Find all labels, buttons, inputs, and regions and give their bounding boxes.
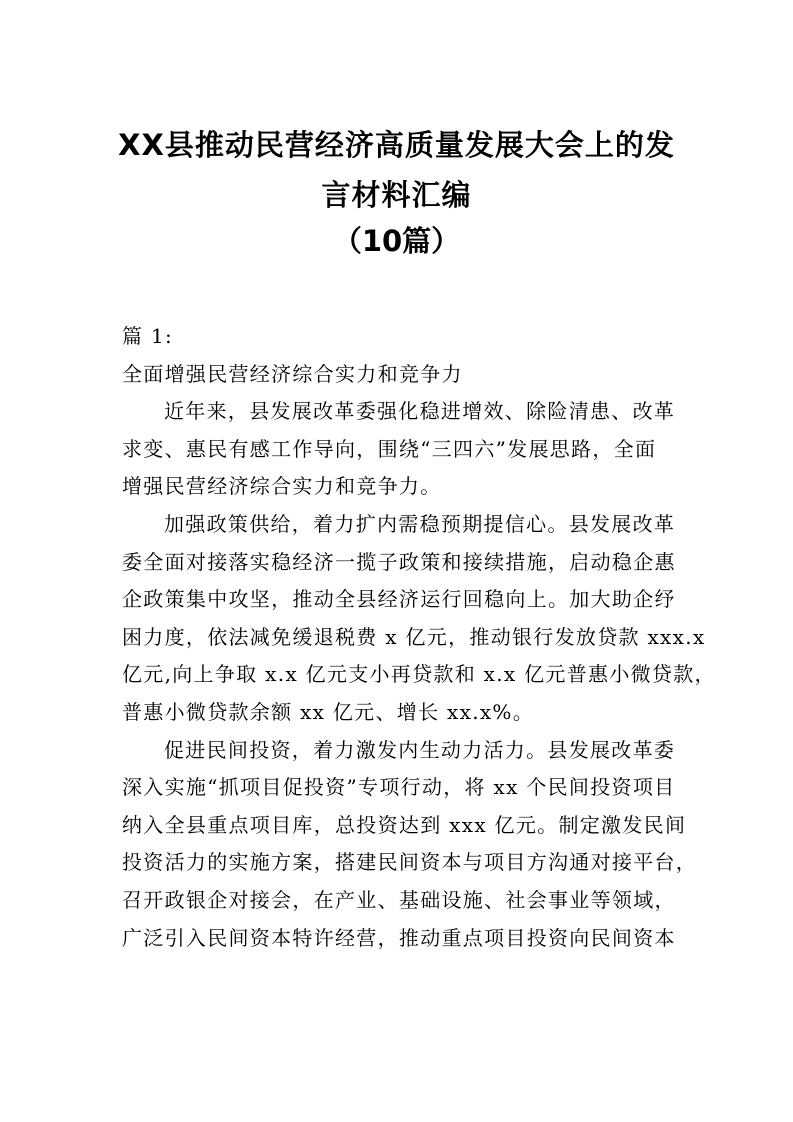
paragraph-2 bbox=[122, 506, 716, 732]
paragraph-line: 促进民间投资，着力激发内生动力活力。县发展改革委 bbox=[164, 737, 676, 762]
paragraph-line: 困力度，依法减免缓退税费 x 亿元，推动银行发放贷款 xxx.x bbox=[122, 624, 706, 649]
paragraph-line: 增强民营经济综合实力和竞争力。 bbox=[122, 474, 442, 499]
section-heading: 全面增强民营经济综合实力和竞争力 bbox=[122, 361, 463, 386]
paragraph-line: 广泛引入民间资本特许经营，推动重点项目投资向民间资本 bbox=[122, 925, 676, 950]
document-subtitle: （10篇） bbox=[332, 224, 461, 258]
paragraph-line: 加强政策供给，着力扩内需稳预期提信心。县发展改革 bbox=[164, 511, 676, 536]
paragraph-line: 亿元,向上争取 x.x 亿元支小再贷款和 x.x 亿元普惠小微贷款， bbox=[122, 662, 716, 687]
paragraph-1 bbox=[122, 393, 678, 506]
paragraph-line: 求变、惠民有感工作导向，围绕“三四六”发展思路，全面 bbox=[122, 436, 657, 461]
paragraph-3 bbox=[122, 732, 698, 958]
paragraph-line: 近年来，县发展改革委强化稳进增效、除险清患、改革 bbox=[164, 399, 676, 424]
paragraph-line: 纳入全县重点项目库，总投资达到 xxx 亿元。制定激发民间 bbox=[122, 812, 687, 837]
section-label: 篇 1: bbox=[122, 324, 174, 348]
paragraph-line: 普惠小微贷款余额 xx 亿元、增长 xx.x%。 bbox=[122, 699, 535, 724]
document-title-line2: 言材料汇编 bbox=[321, 178, 472, 212]
paragraph-line: 召开政银企对接会，在产业、基础设施、社会事业等领域， bbox=[122, 887, 676, 912]
document-title-line1: XX县推动民营经济高质量发展大会上的发 bbox=[118, 128, 675, 162]
paragraph-line: 投资活力的实施方案，搭建民间资本与项目方沟通对接平台， bbox=[122, 850, 698, 875]
document-body bbox=[122, 318, 716, 957]
paragraph-line: 深入实施“抓项目促投资”专项行动，将 xx 个民间投资项目 bbox=[122, 775, 676, 800]
paragraph-line: 企政策集中攻坚，推动全县经济运行回稳向上。加大助企纾 bbox=[122, 587, 676, 612]
paragraph-line: 委全面对接落实稳经济一揽子政策和接续措施，启动稳企惠 bbox=[122, 549, 676, 574]
